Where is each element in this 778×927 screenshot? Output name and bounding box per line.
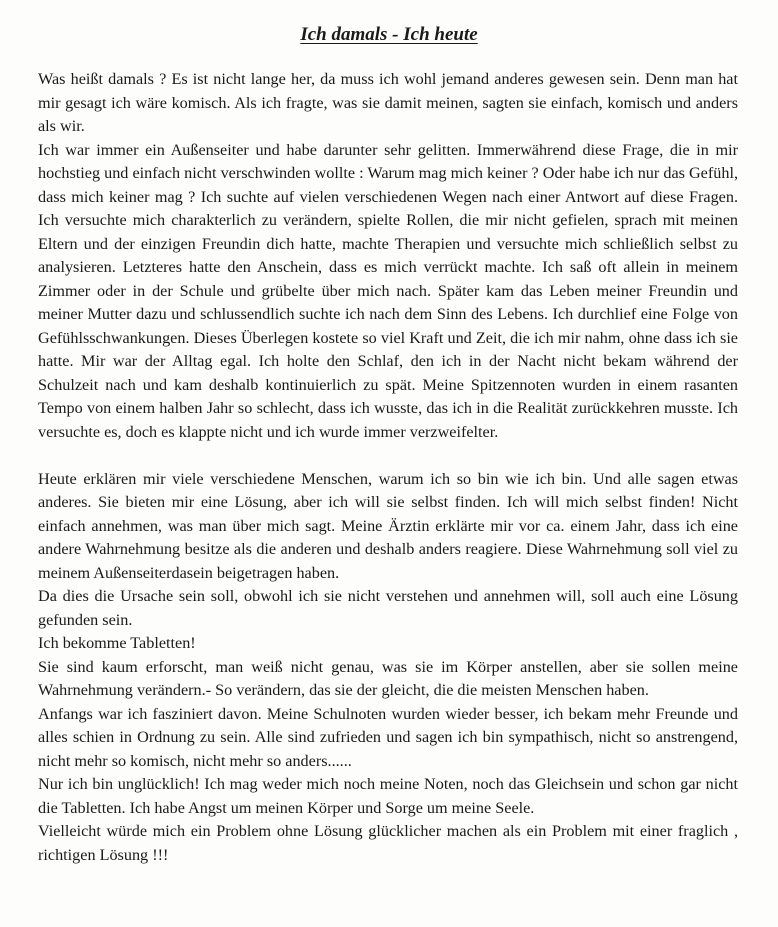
paragraph-2: Ich war immer ein Außenseiter und habe darunter sehr gelitten. Immerwährend diese Frage, die in mir hochstieg und einfach nicht verschwinden wollte : Warum mag mich keiner ? Oder habe ich nur das Gefühl, dass mich keiner mag ? Ich suchte auf vielen verschiedenen Wegen nach einer Antwort auf diese Fragen. Ich versuchte mich charakterlich zu verändern, spielte Rollen, die mir nicht gefielen, sprach mit meinen Eltern und der einzigen Freundin dich hatte, machte Therapien und versuchte mich schließlich selbst zu analysieren. Letzteres hatte den Anschein, dass es mich verrückt machte. Ich saß oft allein in meinem Zimmer oder in der Schule und grübelte über mich nach. Später kam das Leben meiner Freundin und meiner Mutter dazu und schlussendlich suchte ich nach dem Sinn des Lebens. Ich durchlief eine Folge von Gefühlsschwankungen. Dieses Überlegen kostete so viel Kraft und Zeit, die ich mir nahm, ohne dass ich sie hatte. Mir war der Alltag egal. Ich holte den Schlaf, den ich in der Nacht nicht bekam während der Schulzeit nach und kam deshalb kontinuierlich zu spät. Meine Spitzennoten wurden in einem rasanten Tempo von einem halben Jahr so schlecht, dass ich wusste, das ich in die Realität zurückkehren musste. Ich versuchte es, doch es klappte nicht und ich wurde immer verzweifelter.	[38, 140, 738, 441]
paragraph-8: Nur ich bin unglücklich! Ich mag weder mich noch meine Noten, noch das Gleichsein und schon gar nicht die Tabletten. Ich habe Angst um meinen Körper und Sorge um meine Seele.	[38, 775, 738, 817]
paragraph-3: Heute erklären mir viele verschiedene Menschen, warum ich so bin wie ich bin. Und alle sagen etwas anderes. Sie bieten mir eine Lösung, aber ich will sie selbst finden. Ich will mich selbst finden! Nicht einfach annehmen, was man über mich sagt. Meine Ärztin erklärte mir vor ca. einem Jahr, dass ich eine andere Wahrnehmung besitze als die anderen und deshalb anders reagiere. Diese Wahrnehmung soll viel zu meinem Außenseiterdasein beigetragen haben.	[38, 469, 738, 582]
paragraph-4: Da dies die Ursache sein soll, obwohl ich sie nicht verstehen und annehmen will, soll auch eine Lösung gefunden sein.	[38, 587, 738, 629]
document-body	[38, 68, 738, 867]
paragraph-9: Vielleicht würde mich ein Problem ohne Lösung glücklicher machen als ein Problem mit einer fraglich , richtigen Lösung !!!	[38, 822, 738, 864]
paragraph-gap	[38, 444, 738, 468]
document-title: Ich damals - Ich heute	[300, 24, 478, 45]
paragraph-1: Was heißt damals ? Es ist nicht lange her, da muss ich wohl jemand anderes gewesen sein. Denn man hat mir gesagt ich wäre komisch. Als ich fragte, was sie damit meinen, sagten sie einfach, komisch und anders als wir.	[38, 70, 738, 135]
paragraph-5: Ich bekomme Tabletten!	[38, 634, 196, 652]
paragraph-6: Sie sind kaum erforscht, man weiß nicht genau, was sie im Körper anstellen, aber sie sollen meine Wahrnehmung verändern.- So verändern, das sie der gleicht, die die meisten Menschen haben.	[38, 657, 738, 699]
paragraph-7: Anfangs war ich fasziniert davon. Meine Schulnoten wurden wieder besser, ich bekam mehr Freunde und alles schien in Ordnung zu sein. Alle sind zufrieden und sagen ich bin sympathisch, nicht so anstrengend, nicht mehr so komisch, nicht mehr so anders......	[38, 704, 738, 770]
